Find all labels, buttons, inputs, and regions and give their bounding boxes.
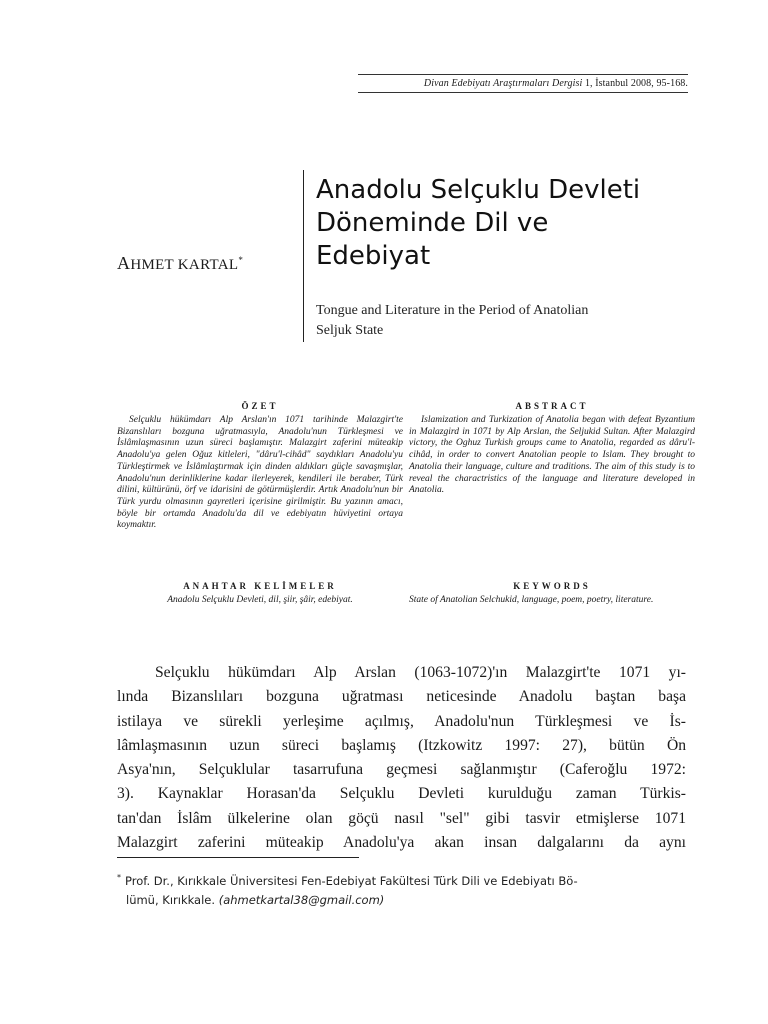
english-keywords-section	[409, 581, 695, 607]
footnote-line1: Prof. Dr., Kırıkkale Üniversitesi Fen-Edebiyat Fakültesi Türk Dili ve Edebiyatı Bö-	[125, 873, 578, 888]
keywords-heading-tr: ANAHTAR KELİMELER	[183, 581, 337, 591]
journal-header	[358, 74, 688, 93]
abstract-text-tr: Selçuklu hükümdarı Alp Arslan'ın 1071 tarihinde Malazgirt'te Bizanslıları bozguna uğratmasıyla, Anadolu'nun Türkleşmesi ve İslâmlaşmasının uzun süreci başlamıştır. Malazgirt zaferini müteakip Anadolu'ya gelen Oğuz kitleleri, "dâru'l-cihâd" saydıkları Anadolu'yu Türkleştirmek ve İslâmlaştırmak için dinden aldıkları güçle savaşmışlar, Anadolu'nun derinliklerine kadar ilerleyerek, kendileri ile beraber, Türk dilini, kültürünü, örf ve idarisini de götürmüşlerdir. Artık Anadolu'nun bir Türk yurdu olmasının gayretleri içerisine girilmiştir. Bu yazının amacı, böyle bir ortamda Anadolu'da dil ve edebiyatın hüviyetini ortaya koymaktır.	[117, 415, 403, 531]
abstract-heading-tr: ÖZET	[241, 401, 279, 411]
author-name	[117, 253, 243, 274]
article-title	[316, 174, 696, 273]
journal-issue: 1, İstanbul 2008, 95-168.	[582, 78, 688, 89]
body-line: lâmlaşmasının uzun süreci başlamış (Itzkowitz 1997: 27), bütün Ön	[117, 736, 686, 754]
article-subtitle	[316, 301, 696, 341]
title-divider	[303, 170, 304, 342]
subtitle-line: Tongue and Literature in the Period of Anatolian	[316, 303, 589, 318]
author-initial: A	[117, 253, 131, 273]
body-line: istilaya ve sürekli yerleşime açılmış, Anadolu'nun Türkleşmesi ve İs-	[117, 712, 686, 730]
keywords-heading-en: KEYWORDS	[513, 581, 591, 591]
author-footnote-mark: *	[238, 255, 244, 265]
author-email: (ahmetkartal38@gmail.com)	[218, 892, 385, 907]
body-line: Selçuklu hükümdarı Alp Arslan (1063-1072)'ın Malazgirt'te 1071 yı-	[155, 664, 686, 681]
turkish-keywords-section	[117, 581, 403, 607]
title-line: Edebiyat	[316, 241, 431, 271]
footnote-mark: *	[117, 873, 121, 882]
body-line: Asya'nın, Selçuklular tasarrufuna geçmesi sağlanmıştır (Caferoğlu 1972:	[117, 761, 686, 779]
turkish-abstract-section	[117, 401, 403, 532]
body-line: Malazgirt zaferini müteakip Anadolu'ya akan insan dalgalarını da aynı	[117, 834, 686, 852]
subtitle-line: Seljuk State	[316, 323, 384, 338]
body-line: tan'dan İslâm ülkelerine olan göçü nasıl "sel" gibi tasvir etmişlerse 1071	[117, 809, 686, 827]
title-line: Anadolu Selçuklu Devleti	[316, 175, 641, 205]
body-line: lında Bizanslıları bozguna uğratması neticesinde Anadolu baştan başa	[117, 688, 686, 706]
footnote-line2: lümü, Kırıkkale.	[126, 892, 219, 907]
title-line: Döneminde Dil ve	[316, 208, 549, 238]
footnote-rule	[117, 857, 359, 858]
body-line: 3). Kaynaklar Horasan'da Selçuklu Devleti kurulduğu zaman Türkis-	[117, 785, 686, 803]
author-first-rest: HMET	[130, 257, 174, 273]
footnote	[117, 868, 689, 910]
abstract-heading-en: ABSTRACT	[515, 401, 589, 411]
body-paragraph	[117, 661, 686, 855]
author-surname: KARTAL	[173, 257, 239, 273]
keywords-text-en: State of Anatolian Selchukid, language, poem, poetry, literature.	[409, 595, 654, 605]
journal-name: Divan Edebiyatı Araştırmaları Dergisi	[423, 78, 583, 89]
abstract-text-en: Islamization and Turkization of Anatolia began with defeat Byzantium in Malazgird in 1071 by Alp Arslan, the Seljukid Sultan. After Malazgird victory, the Oghuz Turkish groups came to Anatolia, regarded as dâru'l-cihâd, in order to convert Anatolian people to Islam. They brought to Anatolia their language, culture and traditions. The aim of this study is to reveal the charactristics of the language and literature developed in Anatolia.	[409, 415, 695, 496]
footnote-line2-wrap	[117, 891, 689, 910]
keywords-text-tr: Anadolu Selçuklu Devleti, dil, şiir, şâir, edebiyat.	[167, 595, 353, 605]
english-abstract-section	[409, 401, 695, 497]
